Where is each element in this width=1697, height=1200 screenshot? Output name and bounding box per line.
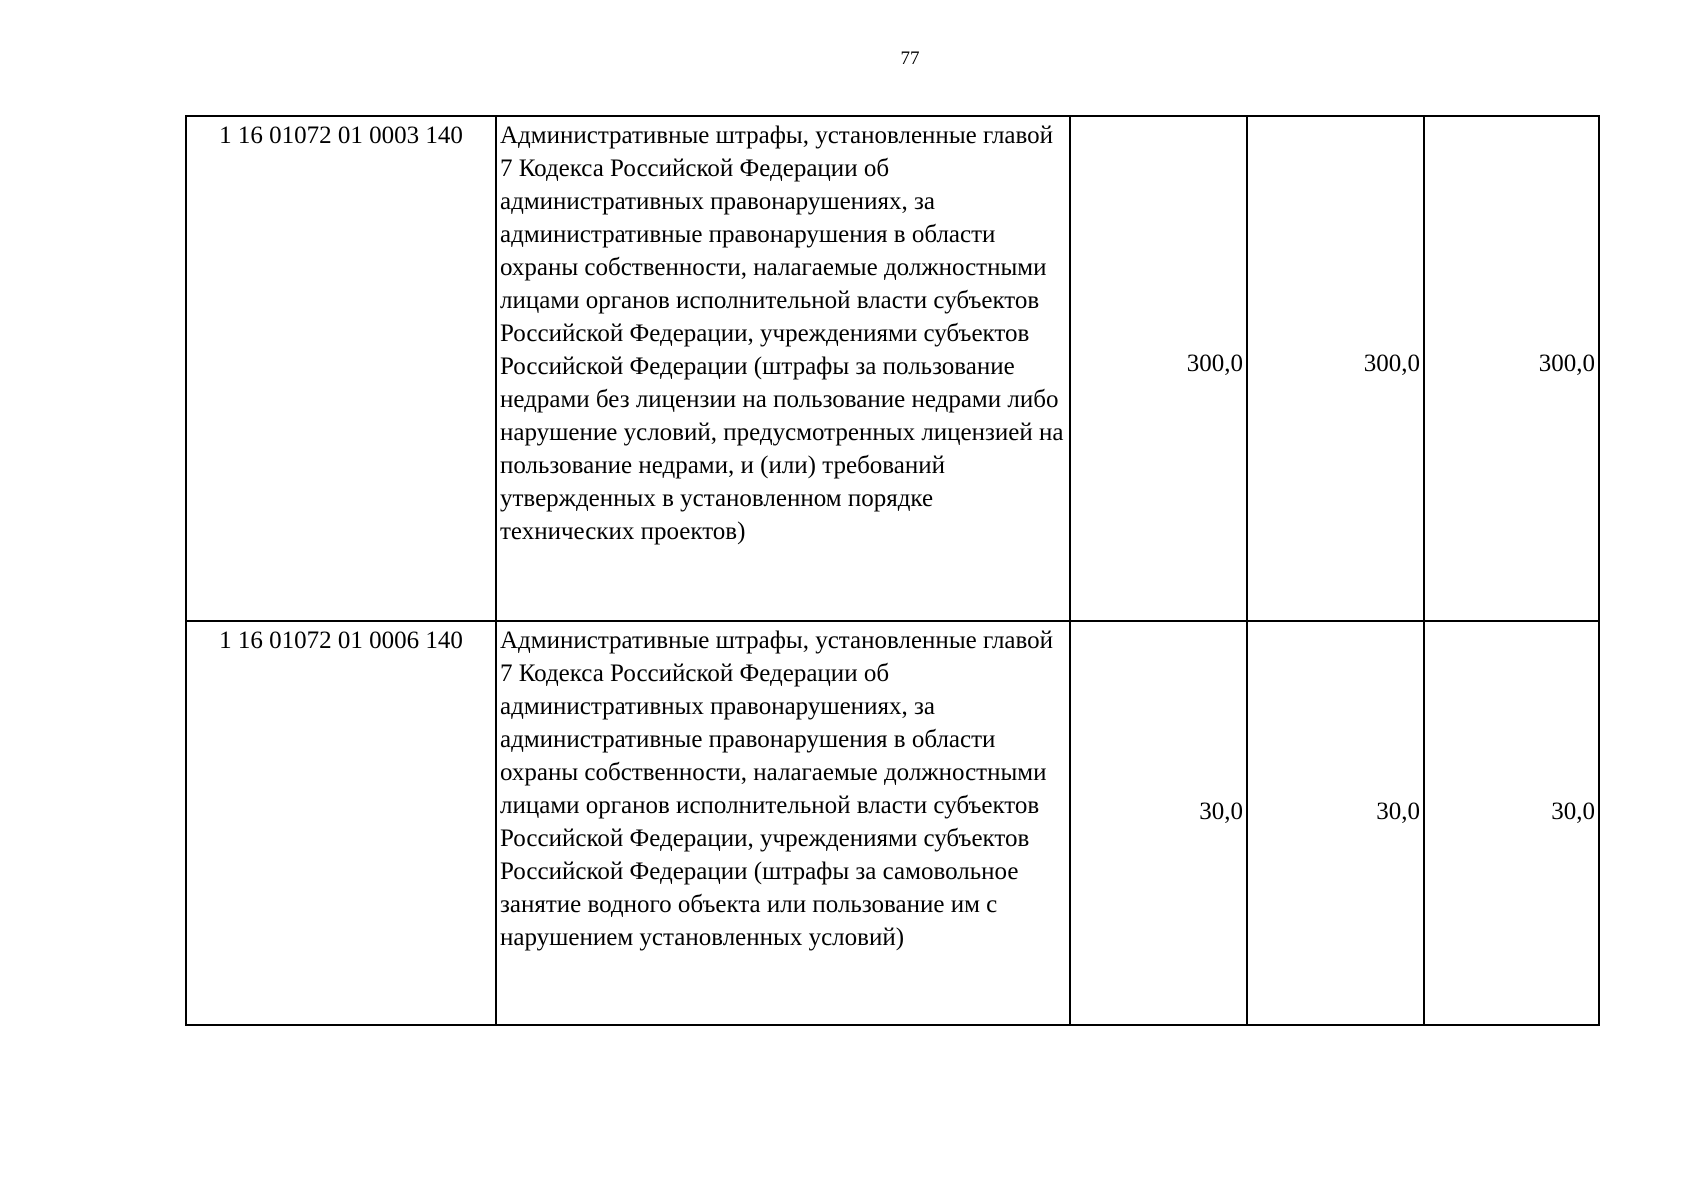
budget-table: [185, 115, 1600, 1026]
budget-code-cell: 1 16 01072 01 0006 140: [186, 621, 496, 1025]
amount-cell: 30,0: [1070, 621, 1247, 1025]
description-cell: Административные штрафы, установленные главой 7 Кодекса Российской Федерации об административных правонарушениях, за административные правонарушения в области охраны собственности, налагаемые должностными лицами органов исполнительной власти субъектов Российской Федерации, учреждениями субъектов Российской Федерации (штрафы за пользование недрами без лицензии на пользование недрами либо нарушение условий, предусмотренных лицензией на пользование недрами, и (или) требований утвержденных в установленном порядке технических проектов): [496, 116, 1070, 621]
table-row: [186, 621, 1599, 1025]
description-cell: Административные штрафы, установленные главой 7 Кодекса Российской Федерации об административных правонарушениях, за административные правонарушения в области охраны собственности, налагаемые должностными лицами органов исполнительной власти субъектов Российской Федерации, учреждениями субъектов Российской Федерации (штрафы за самовольное занятие водного объекта или пользование им с нарушением установленных условий): [496, 621, 1070, 1025]
budget-code-cell: 1 16 01072 01 0003 140: [186, 116, 496, 621]
amount-cell: 300,0: [1247, 116, 1424, 621]
amount-cell: 30,0: [1424, 621, 1599, 1025]
amount-cell: 300,0: [1424, 116, 1599, 621]
amount-cell: 300,0: [1070, 116, 1247, 621]
amount-cell: 30,0: [1247, 621, 1424, 1025]
table-row: [186, 116, 1599, 621]
page-number: 77: [900, 48, 920, 69]
